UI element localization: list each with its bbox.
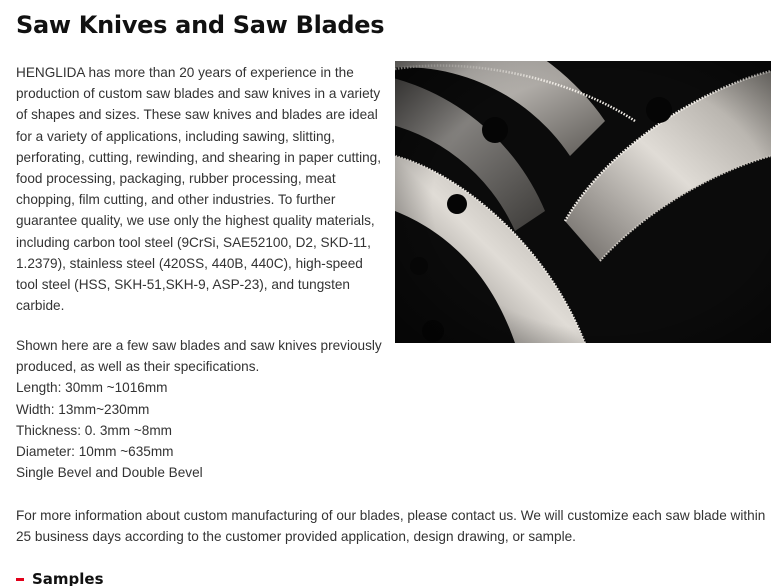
samples-heading-label: Samples <box>32 570 104 586</box>
intro-section <box>16 62 384 316</box>
heading-marker-icon <box>16 578 24 581</box>
samples-heading <box>16 568 104 586</box>
spec-length: Length: 30mm ~1016mm <box>16 380 168 396</box>
spec-width: Width: 13mm~230mm <box>16 401 150 417</box>
saw-blades-image <box>395 61 771 343</box>
contact-paragraph: For more information about custom manufacturing of our blades, please contact us. We will customize each saw blade within 25 business days according to the customer provided application, design drawing, or sample. <box>16 508 766 545</box>
intro-paragraph: HENGLIDA has more than 20 years of experience in the production of custom saw blades and saw knives in a variety of shapes and sizes. These saw knives and blades are ideal for a variety of applications, including sawing, slitting, perforating, cutting, rewinding, and shearing in paper cutting, food processing, packaging, rubber processing, meat chopping, film cutting, and other industries. To further guarantee quality, we use only the highest quality materials, including carbon tool steel (9CrSi, SAE52100, D2, SKD-11, 1.2379), stainless steel (420SS, 440B, 440C), high-speed tool steel (HSS, SKH-51,SKH-9, ASP-23), and tungsten carbide. <box>16 65 381 314</box>
specs-section <box>16 335 384 483</box>
page-title: Saw Knives and Saw Blades <box>16 11 385 39</box>
specs-lead: Shown here are a few saw blades and saw knives previously produced, as well as their specifications. <box>16 338 382 375</box>
spec-bevel: Single Bevel and Double Bevel <box>16 465 203 481</box>
spec-thickness: Thickness: 0. 3mm ~8mm <box>16 422 172 438</box>
contact-section <box>16 505 774 547</box>
spec-diameter: Diameter: 10mm ~635mm <box>16 444 174 460</box>
